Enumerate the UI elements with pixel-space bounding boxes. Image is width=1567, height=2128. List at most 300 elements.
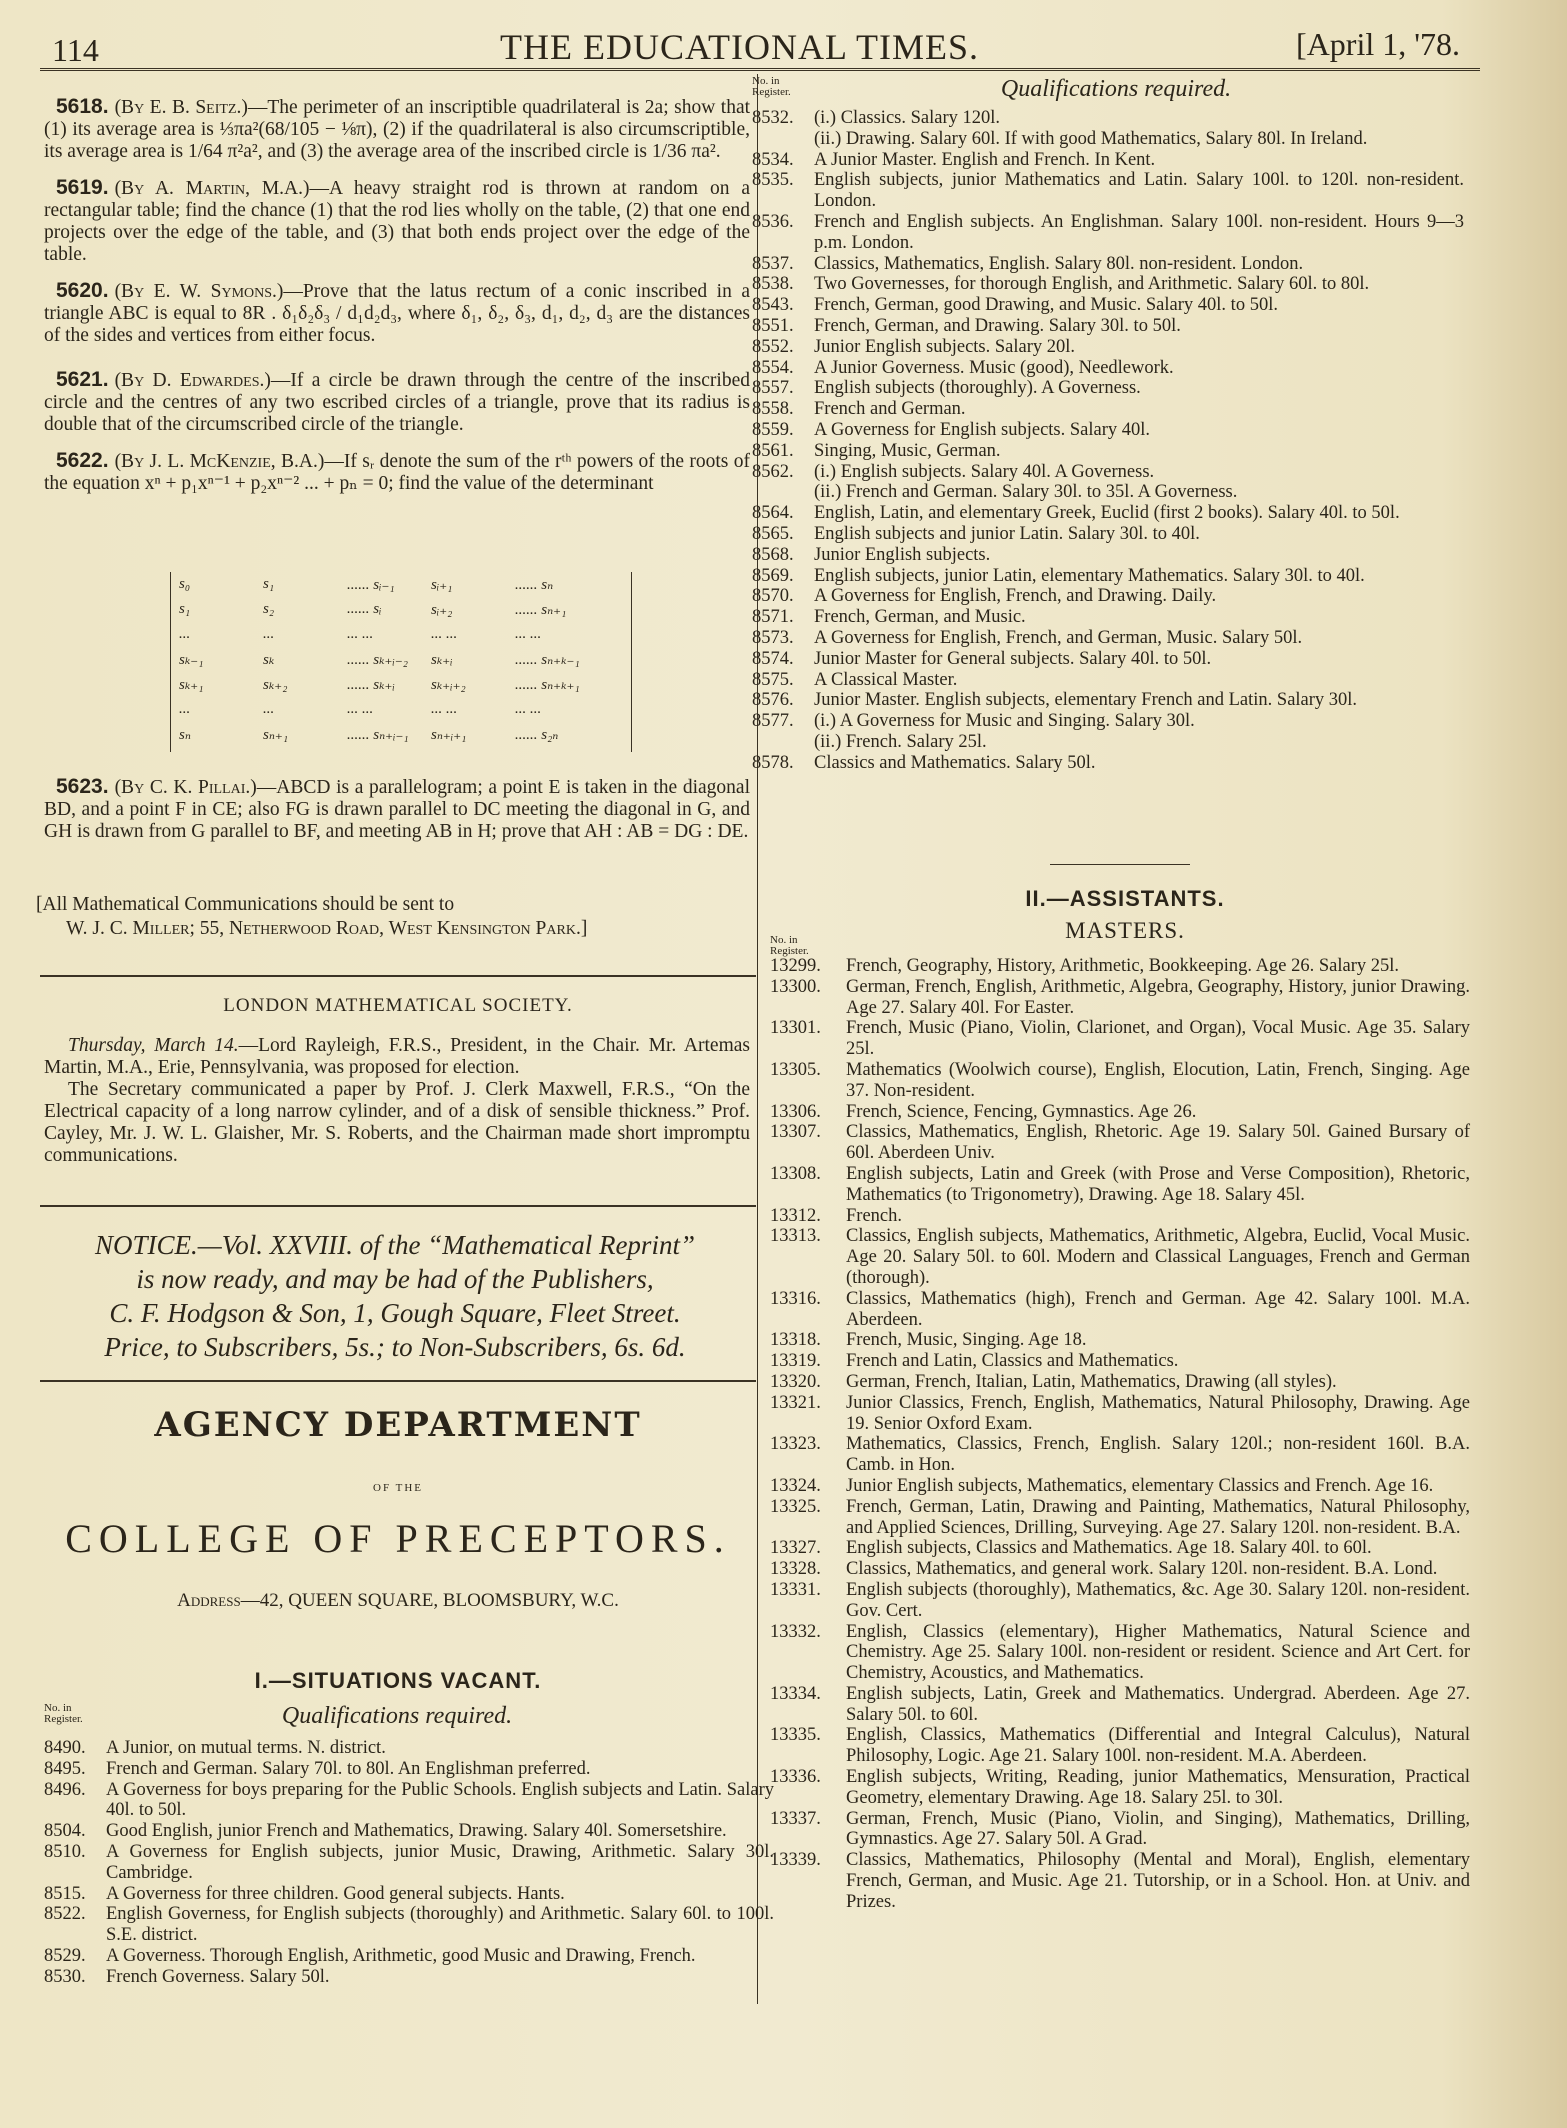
qualifications-text: English subjects, junior Latin, elementary Mathematics. Salary 30l. to 40l. — [814, 565, 1365, 586]
list-item — [770, 1538, 1470, 1559]
register-number: 13319. — [770, 1351, 821, 1372]
determinant-cell: ... — [263, 701, 275, 717]
problem-author: (By A. Martin, M.A.) — [114, 178, 310, 199]
register-number: 13335. — [770, 1725, 821, 1746]
qualifications-text: German, French, English, Arithmetic, Algebra, Geography, History, junior Drawing. Age 27. Salary 40l. For Easter. — [846, 976, 1470, 1018]
register-number: 8534. — [752, 149, 794, 170]
page-number: 114 — [52, 32, 99, 68]
problem-text: —ABCD is a parallelogram; a point E is taken in the diagonal BD, and a point F in CE; also FG is drawn parallel to DC meeting the diagonal in G, and GH is drawn from G parallel to BF, and meeting AB in H; prove that AH : AB = DG : DE. — [44, 777, 750, 842]
problem-number: 5618. — [56, 95, 109, 118]
qualifications-text: French. — [846, 1205, 902, 1226]
determinant-cell: sₙ₊₁ — [263, 727, 289, 743]
lms-report — [44, 1035, 750, 1167]
register-number: 13306. — [770, 1101, 821, 1122]
list-item — [770, 1580, 1470, 1622]
qualifications-text: French and German. Salary 70l. to 80l. An Englishman preferred. — [106, 1758, 591, 1779]
register-number: 8535. — [752, 170, 794, 191]
register-number: 13331. — [770, 1579, 821, 1600]
qualifications-text: Mathematics, Classics, French, English. Salary 120l.; non-resident 160l. B.A. Camb. in Hon. — [846, 1434, 1470, 1476]
list-item — [770, 1372, 1470, 1393]
register-number: 13328. — [770, 1559, 821, 1580]
qualifications-text: A Junior Governess. Music (good), Needlework. — [814, 357, 1174, 378]
list-item — [752, 129, 1464, 150]
problem-5619 — [44, 177, 750, 266]
list-item — [44, 1738, 774, 1759]
qualifications-text: German, French, Italian, Latin, Mathematics, Drawing (all styles). — [846, 1371, 1337, 1392]
qualifications-text: English, Classics, Mathematics (Differential and Integral Calculus), Natural Philosophy, Logic. Age 21. Salary 100l. non-resident. M.A. Aberdeen. — [846, 1725, 1470, 1767]
section-divider — [1050, 864, 1190, 865]
register-number: 13312. — [770, 1205, 821, 1226]
situations-columns — [44, 1703, 750, 1733]
register-number: 8543. — [752, 295, 794, 316]
masters-heading: MASTERS. — [1065, 918, 1185, 943]
qualifications-text: Classics and Mathematics. Salary 50l. — [814, 752, 1096, 773]
register-number: 8568. — [752, 544, 794, 565]
determinant-cell: sₖ — [263, 652, 275, 668]
register-number: 8576. — [752, 690, 794, 711]
determinant-cell: ...... sₙ₊ᵢ₋₁ — [347, 727, 409, 743]
register-number: 13320. — [770, 1371, 821, 1392]
situations-list — [44, 1738, 774, 1988]
register-number: 13325. — [770, 1496, 821, 1517]
list-item — [752, 586, 1464, 607]
register-number: 8490. — [44, 1738, 86, 1758]
list-item — [752, 170, 1464, 212]
determinant-cell: s₁ — [263, 576, 275, 592]
qualifications-text: Junior English subjects. — [814, 544, 991, 565]
list-item — [44, 1821, 774, 1842]
list-item — [752, 670, 1464, 691]
list-item — [752, 649, 1464, 670]
qualifications-text: A Junior Master. English and French. In Kent. — [814, 149, 1156, 170]
list-item — [770, 1497, 1470, 1539]
register-number: 8574. — [752, 648, 794, 669]
register-number — [752, 129, 814, 150]
problem-5618 — [44, 96, 750, 163]
problem-text: —A heavy straight rod is thrown at random on a rectangular table; find the chance (1) that the rod lies wholly on the table, (2) that one end projects over the edge of the table, and (3) that both ends project over the edge of the table. — [44, 178, 750, 265]
register-number: 8565. — [752, 523, 794, 544]
register-number: 8558. — [752, 399, 794, 420]
qualifications-text: English subjects, Latin and Greek (with Prose and Verse Composition), Rhetoric, Mathematics (to Trigonometry), Drawing. Age 18. Salary 45l. — [846, 1163, 1470, 1205]
problem-number: 5622. — [56, 449, 109, 472]
determinant-row — [171, 697, 631, 722]
register-number: 13336. — [770, 1767, 821, 1788]
qualifications-text: English, Latin, and elementary Greek, Euclid (first 2 books). Salary 40l. to 50l. — [814, 503, 1400, 524]
list-item — [752, 212, 1464, 254]
problem-text: —If a circle be drawn through the centre of the inscribed circle and the centres of any two escribed circles of a triangle, prove that its radius is double that of the circumscribed circle of the triangle. — [44, 370, 750, 435]
problem-text: —Prove that the latus rectum of a conic inscribed in a triangle ABC is equal to 8R . δ₁δ₂δ₃ / d₁d₂d₃, where δ₁, δ₂, δ₃, d₁, d₂, d₃ are the distances of the sides and vertices from either focus. — [44, 281, 750, 346]
list-item — [752, 732, 1464, 753]
determinant-cell: ... — [179, 626, 191, 642]
determinant-cell: sₖ₊ᵢ₊₂ — [431, 677, 466, 693]
note-line: [All Mathematical Communications should be sent to — [36, 894, 455, 915]
problem-5621 — [44, 369, 750, 436]
register-number: 13332. — [770, 1621, 821, 1642]
determinant-cell: ... ... — [431, 626, 458, 642]
register-number: 13307. — [770, 1122, 821, 1143]
qualifications-text: A Governess for three children. Good general subjects. Hants. — [106, 1883, 565, 1904]
qualifications-text: Junior Master. English subjects, elementary French and Latin. Salary 30l. — [814, 690, 1358, 711]
list-item — [770, 977, 1470, 1019]
problem-number: 5619. — [56, 176, 109, 199]
qualifications-text: A Governess for English, French, and German, Music. Salary 50l. — [814, 627, 1303, 648]
determinant-row — [171, 572, 631, 597]
qualifications-text: French, German, and Drawing. Salary 30l. to 50l. — [814, 315, 1181, 336]
determinant-cell: ...... sᵢ — [347, 601, 382, 617]
determinant-cell: ...... s₂ₙ — [515, 727, 559, 743]
qualifications-text: French and English subjects. An Englishman. Salary 100l. non-resident. Hours 9—3 p.m. London. — [814, 211, 1464, 253]
qualifications-text: Classics, Mathematics, and general work. Salary 120l. non-resident. B.A. Lond. — [846, 1559, 1438, 1580]
qualifications-text: (i.) A Governess for Music and Singing. Salary 30l. — [814, 711, 1195, 732]
list-item — [752, 337, 1464, 358]
qualifications-text: English subjects, junior Mathematics and Latin. Salary 100l. to 120l. non-resident. London. — [814, 170, 1464, 212]
list-item — [44, 1842, 774, 1884]
problem-text: —If sᵣ denote the sum of the rᵗʰ powers of the roots of the equation xⁿ + p₁xⁿ⁻¹ + p₂xⁿ⁻² ... + pₙ = 0; find the value of the determinant — [44, 451, 750, 494]
qualifications-label: Qualifications required. — [1000, 76, 1232, 102]
register-number: 13313. — [770, 1226, 821, 1247]
list-item — [752, 545, 1464, 566]
register-number: 13334. — [770, 1683, 821, 1704]
register-number: 8561. — [752, 440, 794, 461]
determinant-cell: ...... sₙ₊ₖ₊₁ — [515, 677, 580, 693]
determinant-cell: sᵢ₊₁ — [431, 577, 453, 593]
register-number: 8578. — [752, 752, 794, 773]
list-item — [752, 753, 1464, 774]
list-item — [44, 1759, 774, 1780]
register-number: 8538. — [752, 274, 794, 295]
list-item — [44, 1780, 774, 1822]
list-item — [752, 399, 1464, 420]
register-number: 8573. — [752, 627, 794, 648]
problem-5620 — [44, 280, 750, 347]
reprint-notice — [30, 1228, 760, 1364]
qualifications-text: (ii.) Drawing. Salary 60l. If with good Mathematics, Salary 80l. In Ireland. — [814, 128, 1368, 149]
notice-line: NOTICE.—Vol. XXVIII. of the “Mathematical Reprint” — [95, 1230, 695, 1260]
determinant-row — [171, 672, 631, 697]
situations-heading: I.—SITUATIONS VACANT. — [254, 1668, 542, 1693]
problems-section — [44, 96, 750, 509]
list-item — [752, 607, 1464, 628]
qualifications-text: French, German, good Drawing, and Music. Salary 40l. to 50l. — [814, 295, 1278, 316]
register-number: 8530. — [44, 1966, 86, 1987]
determinant-cell: ... — [263, 626, 275, 642]
qualifications-text: A Governess for English, French, and Drawing. Daily. — [814, 586, 1217, 607]
determinant-cell: s₂ — [263, 601, 275, 617]
register-number: 8570. — [752, 586, 794, 607]
register-label: No. in Register. — [752, 75, 791, 98]
register-number: 8551. — [752, 315, 794, 336]
register-number: 13339. — [770, 1850, 821, 1871]
list-item — [770, 1289, 1470, 1331]
of-the-label: OF THE — [373, 1482, 423, 1494]
qualifications-text: French, German, Latin, Drawing and Painting, Mathematics, Natural Philosophy, and Applied Sciences, Drilling, Surveying. Age 27. Salary 120l. non-resident. B.A. — [846, 1496, 1470, 1538]
register-number: 13299. — [770, 956, 821, 976]
determinant-cell: ... ... — [347, 701, 374, 717]
qualifications-text: (ii.) French and German. Salary 30l. to 35l. A Governess. — [814, 482, 1238, 503]
determinant-cell: sₖ₊₂ — [263, 677, 288, 693]
note-line: W. J. C. Miller; 55, Netherwood Road, West Kensington Park.] — [66, 918, 588, 939]
list-item — [752, 295, 1464, 316]
list-item — [770, 1622, 1470, 1684]
determinant-cell: ...... sₖ₊ᵢ — [347, 677, 395, 693]
list-item — [770, 1060, 1470, 1102]
assistants-heading: II.—ASSISTANTS. — [1025, 886, 1225, 911]
register-number: 8571. — [752, 607, 794, 628]
determinant-row — [171, 647, 631, 672]
agency-address: Address—42, QUEEN SQUARE, BLOOMSBURY, W.C. — [177, 1590, 619, 1611]
determinant-cell: ... ... — [515, 626, 542, 642]
problem-text: —The perimeter of an inscriptible quadrilateral is 2a; show that (1) its average area is ⅓πa²(68/105 − ⅛π), (2) if the quadrilateral is also circumscriptible, its average area is 1/64 π²a², and (3) the average area of the inscribed circle is 1/36 πa². — [44, 97, 751, 162]
qualifications-text: Classics, English subjects, Mathematics, Arithmetic, Algebra, Euclid, Vocal Music. Age 20. Salary 50l. to 60l. Modern and Classical Languages, French and German (thorough). — [846, 1226, 1470, 1288]
register-number: 13323. — [770, 1434, 821, 1455]
list-item — [752, 503, 1464, 524]
determinant-cell: s₀ — [179, 576, 191, 592]
determinant-cell: ...... sₖ₊ᵢ₋₂ — [347, 652, 408, 668]
qualifications-text: A Classical Master. — [814, 669, 958, 690]
determinant-cell: ... ... — [515, 701, 542, 717]
list-item — [752, 462, 1464, 483]
list-item — [752, 628, 1464, 649]
lms-date: Thursday, March 14. — [68, 1035, 239, 1056]
register-number: 13301. — [770, 1018, 821, 1039]
list-item — [752, 254, 1464, 275]
register-number: 8575. — [752, 669, 794, 690]
notice-line: is now ready, and may be had of the Publishers, — [136, 1264, 654, 1294]
lms-text: The Secretary communicated a paper by Prof. J. Clerk Maxwell, F.R.S., “On the Electrical capacity of a long narrow cylinder, and of a disk of sensible thickness.” Prof. Cayley, Mr. J. W. L. Glaisher, Mr. S. Roberts, and the Chairman made short impromptu communications. — [44, 1079, 750, 1166]
register-number: 13308. — [770, 1163, 821, 1184]
problem-number: 5621. — [56, 368, 109, 391]
qualifications-text: Junior Master for General subjects. Salary 40l. to 50l. — [814, 648, 1212, 669]
determinant-cell: ... ... — [347, 626, 374, 642]
list-item — [752, 358, 1464, 379]
lms-title: LONDON MATHEMATICAL SOCIETY. — [223, 995, 573, 1016]
determinant-cell: ...... sᵢ₋₁ — [347, 577, 395, 593]
register-number: 8562. — [752, 461, 794, 482]
determinant-row — [171, 722, 631, 747]
notice-line: Price, to Subscribers, 5s.; to Non-Subscribers, 6s. 6d. — [104, 1332, 686, 1362]
register-label: No. in Register. — [44, 1702, 83, 1725]
problem-number: 5623. — [56, 775, 109, 798]
determinant-cell: ... ... — [431, 701, 458, 717]
determinant-cell: ...... sₙ₊₁ — [515, 602, 567, 618]
determinant-cell: ... — [179, 701, 191, 717]
qualifications-text: English subjects and junior Latin. Salary 30l. to 40l. — [814, 523, 1200, 544]
list-item — [752, 524, 1464, 545]
list-item — [752, 316, 1464, 337]
section-divider — [40, 975, 756, 977]
qualifications-text: French and Latin, Classics and Mathematics. — [846, 1351, 1179, 1372]
list-item — [770, 1559, 1470, 1580]
list-item — [752, 441, 1464, 462]
register-label: No. in Register. — [770, 934, 809, 957]
list-item — [752, 150, 1464, 171]
register-number: 8577. — [752, 711, 794, 732]
determinant-row — [171, 622, 631, 647]
qualifications-text: English subjects, Classics and Mathematics. Age 18. Salary 40l. to 60l. — [846, 1538, 1372, 1559]
register-number: 8564. — [752, 503, 794, 524]
determinant-cell: ...... sₙ — [515, 577, 554, 593]
qualifications-text: French Governess. Salary 50l. — [106, 1966, 330, 1987]
qualifications-text: English subjects, Latin, Greek and Mathematics. Undergrad. Aberdeen. Age 27. Salary 50l. to 60l. — [846, 1683, 1470, 1725]
register-number: 13318. — [770, 1330, 821, 1351]
register-number: 8496. — [44, 1779, 86, 1800]
qualifications-text: A Junior, on mutual terms. N. district. — [106, 1738, 386, 1758]
list-item — [770, 1206, 1470, 1227]
qualifications-text: A Governess for boys preparing for the Public Schools. English subjects and Latin. Salary 40l. to 50l. — [106, 1779, 774, 1821]
qualifications-text: English, Classics (elementary), Higher Mathematics, Natural Science and Chemistry. Age 25. Salary 100l. non-resident or resident. Science and Art Cert. for Chemistry, Acoustics, and Mathematics. — [846, 1621, 1470, 1684]
register-number: 13316. — [770, 1288, 821, 1309]
problem-author: (By E. W. Symons.) — [114, 281, 284, 302]
list-item — [770, 1122, 1470, 1164]
notice-line: C. F. Hodgson & Son, 1, Gough Square, Fleet Street. — [109, 1298, 681, 1328]
register-number: 8532. — [752, 108, 794, 128]
qualifications-text: (ii.) French. Salary 25l. — [814, 731, 987, 752]
determinant-cell: ...... sₙ₊ₖ₋₁ — [515, 652, 580, 668]
qualifications-text: French, Science, Fencing, Gymnastics. Age 26. — [846, 1101, 1197, 1122]
determinant-cell: sₙ₊ᵢ₊₁ — [431, 727, 467, 743]
register-number: 8529. — [44, 1945, 86, 1966]
list-item — [770, 1725, 1470, 1767]
register-number: 13300. — [770, 976, 821, 997]
qualifications-text: French, German, and Music. — [814, 607, 1026, 628]
communications-note — [36, 893, 756, 941]
qualifications-text: A Governess for English subjects, junior Music, Drawing, Arithmetic. Salary 30l. Cambridge. — [106, 1841, 774, 1883]
list-item — [770, 1226, 1470, 1288]
qualifications-text: Classics, Mathematics, Philosophy (Mental and Moral), English, elementary French, German, and Music. Age 21. Tutorship, or in a School. Hon. at Univ. and Prizes. — [846, 1850, 1470, 1912]
qualifications-text: Classics, Mathematics, English, Rhetoric. Age 19. Salary 50l. Gained Bursary of 60l. Aberdeen Univ. — [846, 1122, 1470, 1164]
qualifications-text: Good English, junior French and Mathematics, Drawing. Salary 40l. Somersetshire. — [106, 1821, 727, 1842]
list-item — [752, 420, 1464, 441]
list-item — [770, 1434, 1470, 1476]
problem-author: (By D. Edwardes.) — [114, 370, 271, 391]
register-number: 8536. — [752, 211, 794, 232]
qualifications-text: English subjects (thoroughly). A Governess. — [814, 378, 1141, 399]
register-number: 13324. — [770, 1475, 821, 1496]
qualifications-text: French and German. — [814, 399, 966, 420]
determinant-cell: s₁ — [179, 601, 191, 617]
problem-author: (By E. B. Seitz.) — [114, 97, 248, 118]
list-item — [770, 1102, 1470, 1123]
register-number: 8557. — [752, 378, 794, 399]
qualifications-text: Classics, Mathematics (high), French and German. Age 42. Salary 100l. M.A. Aberdeen. — [846, 1288, 1470, 1330]
register-number: 8554. — [752, 357, 794, 378]
agency-title: AGENCY DEPARTMENT — [154, 1405, 642, 1445]
list-item — [770, 1393, 1470, 1435]
register-number: 8537. — [752, 253, 794, 274]
section-divider — [40, 1380, 756, 1382]
list-item — [752, 566, 1464, 587]
qualifications-text: Junior Classics, French, English, Mathematics, Natural Philosophy, Drawing. Age 19. Senior Oxford Exam. — [846, 1392, 1470, 1434]
list-item — [752, 690, 1464, 711]
determinant-row — [171, 597, 631, 622]
problem-author: (By C. K. Pillai.) — [114, 777, 257, 798]
list-item — [770, 1809, 1470, 1851]
register-number: 13337. — [770, 1808, 821, 1829]
list-item — [770, 1018, 1470, 1060]
qualifications-text: English subjects, Writing, Reading, junior Mathematics, Mensuration, Practical Geometry, elementary Drawing. Age 18. Salary 25l. to 30l. — [846, 1767, 1470, 1808]
problem-5623 — [44, 776, 750, 843]
issue-date: [April 1, '78. — [1296, 26, 1460, 62]
list-item — [770, 1684, 1470, 1726]
qualifications-text: (i.) English subjects. Salary 40l. A Governess. — [814, 461, 1155, 482]
qualifications-text: German, French, Music (Piano, Violin, and Singing), Mathematics, Drilling, Gymnastics. Age 27. Salary 50l. A Grad. — [846, 1808, 1470, 1850]
qualifications-text: Classics, Mathematics, English. Salary 80l. non-resident. London. — [814, 253, 1304, 274]
determinant-cell: sₙ — [179, 727, 191, 743]
masters-list — [770, 956, 1470, 1913]
register-number: 13305. — [770, 1059, 821, 1080]
determinant-cell: sₖ₊₁ — [179, 677, 204, 693]
register-number — [752, 732, 814, 753]
list-item — [770, 956, 1470, 977]
page-header — [40, 22, 1480, 71]
list-item — [752, 482, 1464, 503]
register-number — [752, 482, 814, 503]
list-item — [770, 1476, 1470, 1497]
register-number: 13327. — [770, 1538, 821, 1559]
register-number: 8559. — [752, 419, 794, 440]
problem-number: 5620. — [56, 279, 109, 302]
list-item — [770, 1850, 1470, 1912]
list-item — [770, 1351, 1470, 1372]
list-item — [770, 1767, 1470, 1809]
section-divider — [40, 1205, 756, 1207]
determinant-cell: sᵢ₊₂ — [431, 602, 453, 618]
qualifications-text: Junior English subjects. Salary 20l. — [814, 336, 1076, 357]
qualifications-text: A Governess for English subjects. Salary 40l. — [814, 419, 1151, 440]
situations-list-cont — [752, 108, 1464, 774]
qualifications-text: French, Music (Piano, Violin, Clarionet, and Organ), Vocal Music. Age 35. Salary 25l. — [846, 1018, 1470, 1060]
qualifications-text: Singing, Music, German. — [814, 440, 1001, 461]
register-number: 8552. — [752, 336, 794, 357]
determinant-cell: sₖ₋₁ — [179, 652, 204, 668]
qualifications-text: (i.) Classics. Salary 120l. — [814, 108, 1001, 128]
determinant — [170, 572, 632, 752]
register-number: 8522. — [44, 1904, 86, 1925]
qualifications-text: English Governess, for English subjects (thoroughly) and Arithmetic. Salary 60l. to 100l. S.E. district. — [106, 1904, 774, 1946]
qualifications-text: Mathematics (Woolwich course), English, Elocution, Latin, French, Singing. Age 37. Non-resident. — [846, 1059, 1470, 1101]
problem-author: (By J. L. McKenzie, B.A.) — [114, 451, 325, 472]
qualifications-text: Junior English subjects, Mathematics, elementary Classics and French. Age 16. — [846, 1475, 1434, 1496]
list-item — [44, 1884, 774, 1905]
register-number: 8504. — [44, 1821, 86, 1842]
list-item — [44, 1967, 774, 1988]
qualifications-label: Qualifications required. — [281, 1703, 513, 1729]
list-item — [752, 108, 1464, 129]
register-number: 8515. — [44, 1883, 86, 1904]
qualifications-text: English subjects (thoroughly), Mathematics, &c. Age 30. Salary 120l. non-resident. Gov. Cert. — [846, 1579, 1470, 1621]
problem-5622 — [44, 450, 750, 495]
situations-columns-cont — [752, 76, 1480, 106]
lms-text: —Lord Rayleigh, F.R.S., President, in the Chair. Mr. Artemas Martin, M.A., Erie, Pennsylvania, was proposed for election. — [44, 1035, 750, 1078]
determinant-cell: sₖ₊ᵢ — [431, 652, 453, 668]
list-item — [752, 274, 1464, 295]
register-number: 13321. — [770, 1392, 821, 1413]
list-item — [44, 1904, 774, 1946]
register-number: 8510. — [44, 1841, 86, 1862]
list-item — [44, 1946, 774, 1967]
qualifications-text: French, Geography, History, Arithmetic, Bookkeeping. Age 26. Salary 25l. — [846, 956, 1400, 976]
qualifications-text: French, Music, Singing. Age 18. — [846, 1330, 1087, 1351]
list-item — [770, 1330, 1470, 1351]
qualifications-text: Two Governesses, for thorough English, and Arithmetic. Salary 60l. to 80l. — [814, 274, 1370, 295]
list-item — [770, 1164, 1470, 1206]
publication-title: THE EDUCATIONAL TIMES. — [500, 27, 979, 67]
list-item — [752, 711, 1464, 732]
college-title: COLLEGE OF PRECEPTORS. — [65, 1516, 731, 1561]
list-item — [752, 378, 1464, 399]
register-number: 8495. — [44, 1758, 86, 1779]
register-number: 8569. — [752, 565, 794, 586]
